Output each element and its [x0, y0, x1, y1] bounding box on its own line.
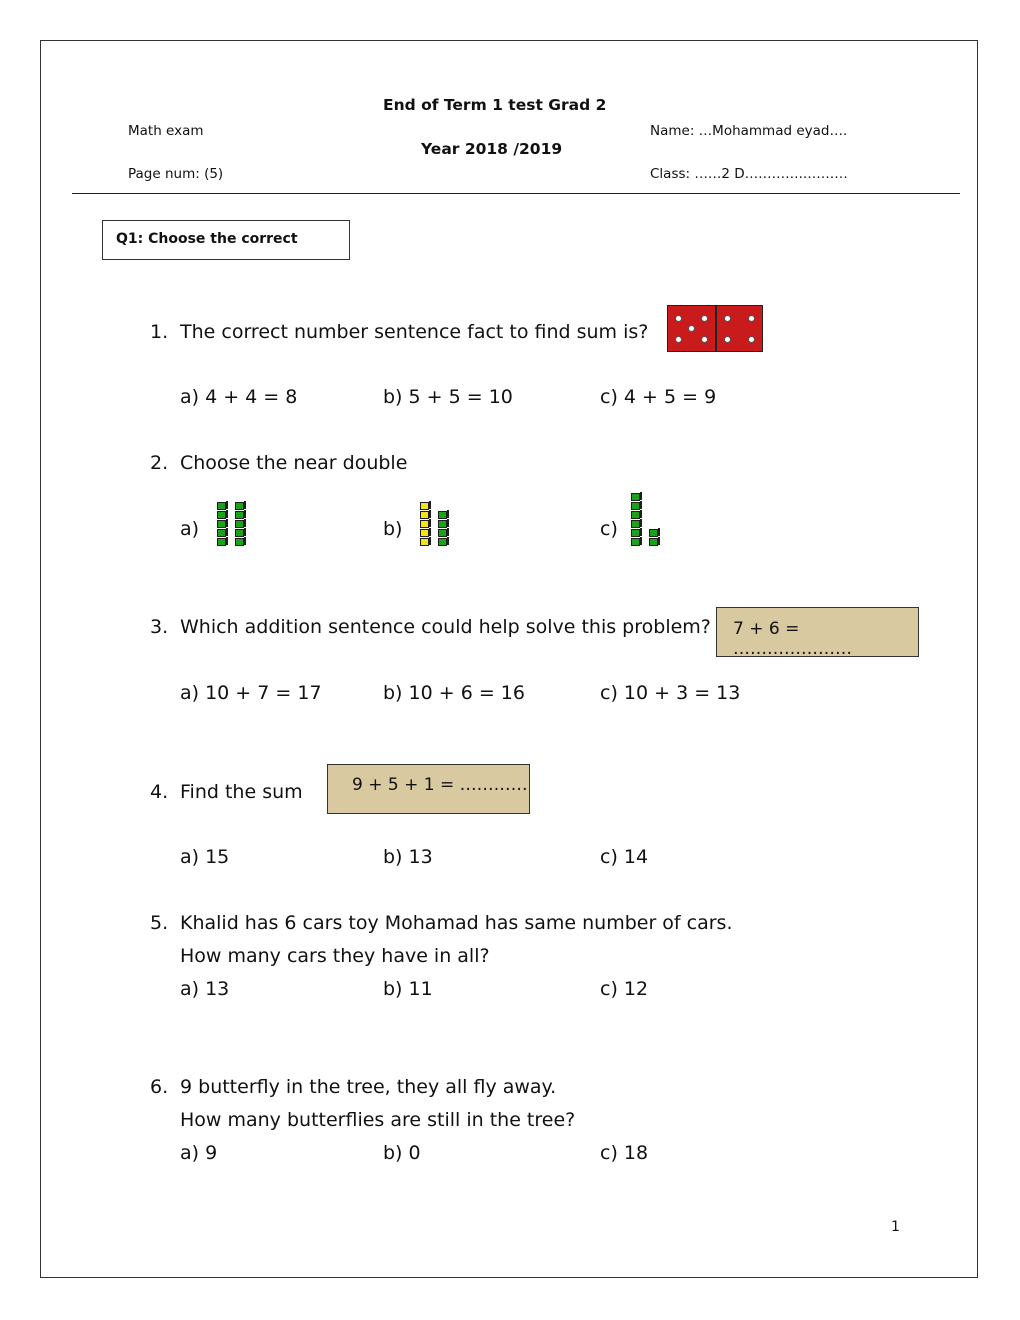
school-year: Year 2018 /2019 — [421, 140, 563, 158]
question-number: 2. — [150, 452, 169, 474]
cube — [631, 520, 640, 528]
domino-pip — [688, 325, 695, 332]
cube — [217, 520, 226, 528]
cube — [631, 529, 640, 537]
cube — [420, 511, 429, 519]
question-number: 3. — [150, 616, 169, 638]
question-text: Find the sum — [180, 781, 303, 803]
cube-column — [217, 502, 226, 547]
cube — [235, 511, 244, 519]
cube — [235, 538, 244, 546]
option-b[interactable]: b) 10 + 6 = 16 — [383, 682, 525, 704]
option-b[interactable]: b) 5 + 5 = 10 — [383, 386, 513, 408]
option-c[interactable]: c) 18 — [600, 1142, 649, 1164]
option-a[interactable]: a) 10 + 7 = 17 — [180, 682, 322, 704]
cube — [420, 538, 429, 546]
question-text: Which addition sentence could help solve this problem? — [180, 616, 711, 638]
exam-title: End of Term 1 test Grad 2 — [383, 96, 607, 114]
cube — [649, 529, 658, 537]
cube-column — [631, 493, 640, 547]
cube — [631, 511, 640, 519]
cube-column — [235, 502, 244, 547]
option-c[interactable]: c) 4 + 5 = 9 — [600, 386, 717, 408]
question-number: 1. — [150, 321, 169, 343]
domino-image — [667, 305, 763, 352]
domino-pip — [675, 336, 682, 343]
cube — [631, 538, 640, 546]
cube — [420, 520, 429, 528]
question-text: The correct number sentence fact to find sum is? — [180, 321, 649, 343]
domino-pip — [675, 315, 682, 322]
option-c[interactable]: c) 10 + 3 = 13 — [600, 682, 741, 704]
domino-pip — [748, 315, 755, 322]
cube-column — [438, 511, 447, 547]
cube — [217, 538, 226, 546]
cube-column — [420, 502, 429, 547]
option-c[interactable]: c) 14 — [600, 846, 649, 868]
domino-pip — [701, 315, 708, 322]
cube — [235, 520, 244, 528]
problem-box: 9 + 5 + 1 = ………… — [327, 764, 530, 814]
option-a[interactable]: a) — [180, 518, 200, 540]
option-c[interactable]: c) 12 — [600, 978, 649, 1000]
question-text: 9 butterfly in the tree, they all fly away. — [180, 1076, 557, 1098]
question-text: Khalid has 6 cars toy Mohamad has same number of cars. — [180, 912, 733, 934]
question-number: 4. — [150, 781, 169, 803]
domino-pip — [748, 336, 755, 343]
cube — [438, 538, 447, 546]
question-number: 6. — [150, 1076, 169, 1098]
class-label: Class: ……2 D…………..……… — [650, 166, 848, 182]
cube — [631, 493, 640, 501]
option-c[interactable]: c) — [600, 518, 618, 540]
option-a[interactable]: a) 13 — [180, 978, 230, 1000]
cube — [438, 520, 447, 528]
domino-divider — [715, 306, 717, 351]
cube-column — [649, 529, 658, 547]
option-b[interactable]: b) 11 — [383, 978, 433, 1000]
option-b[interactable]: b) 13 — [383, 846, 433, 868]
section-heading: Q1: Choose the correct — [102, 220, 350, 260]
option-b[interactable]: b) — [383, 518, 403, 540]
cube — [235, 529, 244, 537]
student-name: Name: …Mohammad eyad…. — [650, 123, 848, 139]
question-text: Choose the near double — [180, 452, 408, 474]
cube — [217, 511, 226, 519]
cube — [420, 529, 429, 537]
subject-label: Math exam — [128, 123, 204, 139]
page-num-label: Page num: (5) — [128, 166, 224, 182]
header-divider — [72, 193, 960, 194]
option-a[interactable]: a) 9 — [180, 1142, 218, 1164]
cube — [649, 538, 658, 546]
cube — [420, 502, 429, 510]
cube — [217, 502, 226, 510]
page-number: 1 — [891, 1219, 900, 1235]
problem-box: 7 + 6 = ………………… — [716, 607, 919, 657]
domino-pip — [701, 336, 708, 343]
question-text-line2: How many cars they have in all? — [180, 945, 490, 967]
question-text-line2: How many butterflies are still in the tree? — [180, 1109, 576, 1131]
option-a[interactable]: a) 15 — [180, 846, 230, 868]
cube — [438, 529, 447, 537]
question-number: 5. — [150, 912, 169, 934]
option-b[interactable]: b) 0 — [383, 1142, 421, 1164]
cube — [631, 502, 640, 510]
domino-pip — [724, 336, 731, 343]
cube — [438, 511, 447, 519]
option-a[interactable]: a) 4 + 4 = 8 — [180, 386, 298, 408]
cube — [235, 502, 244, 510]
cube — [217, 529, 226, 537]
domino-pip — [724, 315, 731, 322]
